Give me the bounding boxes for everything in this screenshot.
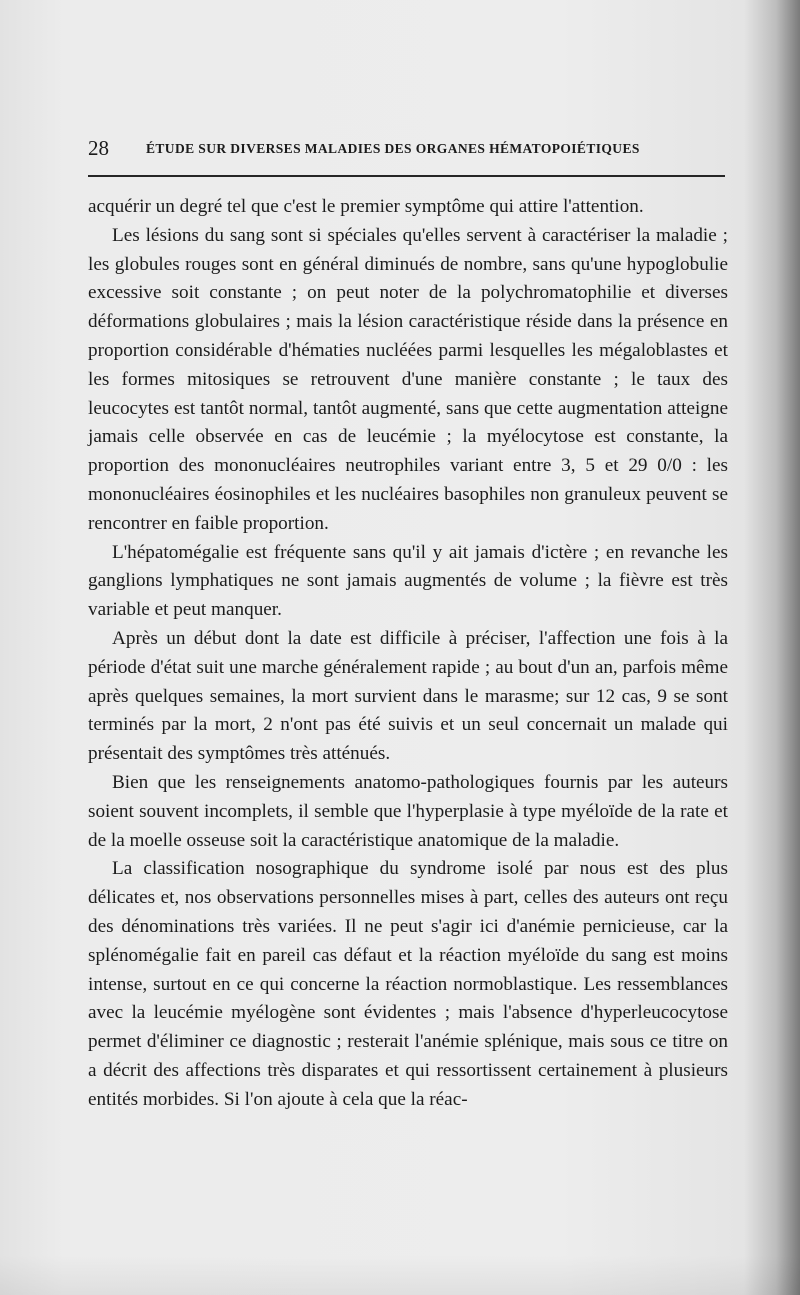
paragraph-blood-lesions: Les lésions du sang sont si spéciales qu'elles servent à caractériser la maladie ; les globules rouges sont en général diminués de nombre, sans qu'une hypoglobulie excessive soit constante ; on peut noter de la polychromatophilie et diverses déformations globulaires ; mais la lésion caractéristique réside dans la présence en proportion considérable d'hématies nucléées parmi lesquelles les mégaloblastes et les formes mitosiques se retrouvent d'une manière constante ; le taux des leucocytes est tantôt normal, tantôt augmenté, sans que cette augmentation atteigne jamais celle observée en cas de leucémie ; la myélocytose est constante, la proportion des mononucléaires neutrophiles variant entre 3, 5 et 29 0/0 : les mononucléaires éosinophiles et les nucléaires basophiles non granuleux peuvent se rencontrer en faible proportion.	[88, 224, 728, 534]
body-text	[88, 193, 728, 1115]
running-title: ÉTUDE SUR DIVERSES MALADIES DES ORGANES HÉMATOPOIÉTIQUES	[146, 141, 640, 156]
header-rule	[88, 175, 725, 177]
paragraph-anatomopathology: Bien que les renseignements anatomo-pathologiques fournis par les auteurs soient souvent incomplets, il semble que l'hyperplasie à type myéloïde de la rate et de la moelle osseuse soit la caractéristique anatomique de la maladie.	[88, 771, 728, 851]
paragraph-hepatomegaly: L'hépatomégalie est fréquente sans qu'il y ait jamais d'ictère ; en revanche les ganglions lymphatiques ne sont jamais augmentés de volume ; la fièvre est très variable et peut manquer.	[88, 541, 728, 621]
page-shadow	[0, 1255, 800, 1295]
running-head	[88, 136, 728, 162]
paragraph-disease-course: Après un début dont la date est difficile à préciser, l'affection une fois à la période d'état suit une marche généralement rapide ; au bout d'un an, parfois même après quelques semaines, la mort survient dans le marasme; sur 12 cas, 9 se sont terminés par la mort, 2 n'ont pas été suivis et un seul concernait un malade qui présentait des symptômes très atténués.	[88, 627, 728, 765]
page-number: 28	[88, 136, 109, 160]
paragraph-classification: La classification nosographique du syndrome isolé par nous est des plus délicates et, nos observations personnelles mises à part, celles des auteurs ont reçu des dénominations très variées. Il ne peut s'agir ici d'anémie pernicieuse, car la splénomégalie fait en pareil cas défaut et la réaction myéloïde du sang est moins intense, surtout en ce qui concerne la réaction normoblastique. Les ressemblances avec la leucémie myélogène sont évidentes ; mais l'absence d'hyperleucocytose permet d'éliminer ce diagnostic ; resterait l'anémie splénique, mais sous ce titre on a décrit des affections très disparates et qui ressortissent certainement à plusieurs entités morbides. Si l'on ajoute à cela que la réac-	[88, 858, 728, 1110]
paragraph-continuation: acquérir un degré tel que c'est le premier symptôme qui attire l'attention.	[88, 196, 644, 217]
